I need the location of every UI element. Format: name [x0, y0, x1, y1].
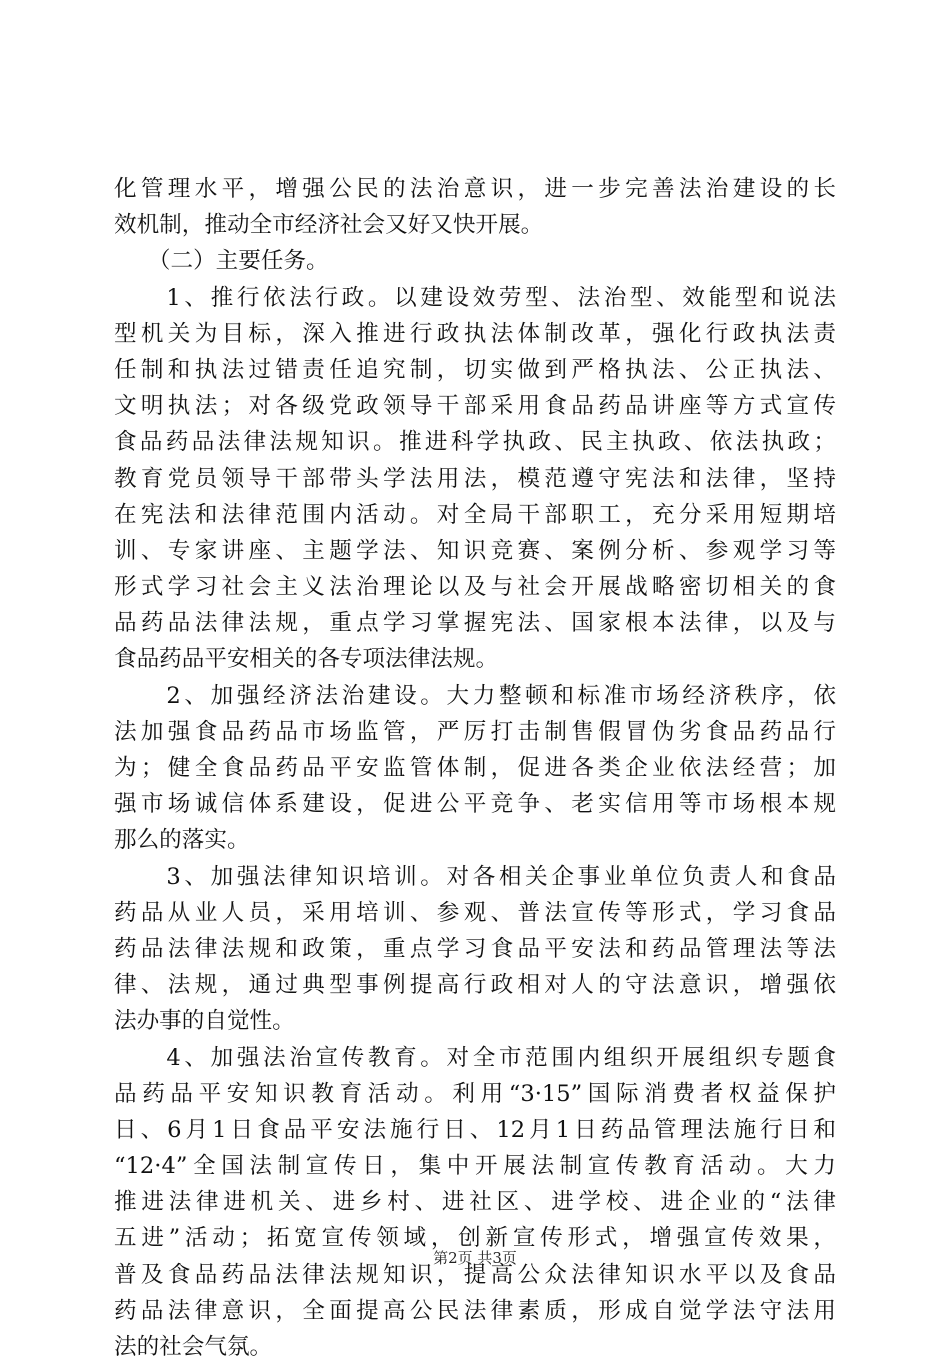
text-line: 型机关为目标，深入推进行政执法体制改革，强化行政执法责 [114, 320, 836, 347]
text-line: 3、加强法律知识培训。对各相关企事业单位负责人和食品 [114, 863, 836, 890]
text-line: 推进法律进机关、进乡村、进社区、进学校、进企业的“法律 [114, 1189, 836, 1216]
text-line: 2、加强经济法治建设。大力整顿和标准市场经济秩序，依 [114, 682, 836, 709]
text-line: 化管理水平，增强公民的法治意识，进一步完善法治建设的长 [114, 176, 836, 202]
text-line: 效机制，推动全市经济社会又好又快开展。 [114, 212, 544, 239]
text-line: 法的社会气氛。 [114, 1334, 273, 1360]
text-line: 食品药品法律法规知识。推进科学执政、民主执政、依法执政； [114, 429, 836, 456]
text-line: 药品法律法规和政策，重点学习食品平安法和药品管理法等法 [114, 935, 836, 962]
text-line: 品药品平安知识教育活动。利用“3·15”国际消费者权益保护 [114, 1080, 836, 1107]
text-line: 强市场诚信体系建设，促进公平竞争、老实信用等市场根本规 [114, 791, 836, 818]
text-line: 为；健全食品药品平安监管体制，促进各类企业依法经营；加 [114, 755, 836, 781]
text-line: 任制和执法过错责任追究制，切实做到严格执法、公正执法、 [114, 356, 836, 383]
text-line: 律、法规，通过典型事例提高行政相对人的守法意识，增强依 [114, 972, 836, 999]
text-line: “12·4”全国法制宣传日，集中开展法制宣传教育活动。大力 [114, 1153, 836, 1180]
text-line: （二）主要任务。 [114, 248, 329, 275]
text-line: 普及食品药品法律法规知识，提高公众法律知识水平以及食品 [114, 1261, 836, 1288]
text-line: 文明执法；对各级党政领导干部采用食品药品讲座等方式宣传 [114, 393, 836, 420]
text-line: 食品药品平安相关的各专项法律法规。 [114, 646, 499, 673]
text-line: 品药品法律法规，重点学习掌握宪法、国家根本法律，以及与 [114, 610, 836, 637]
text-line: 药品从业人员，采用培训、参观、普法宣传等形式，学习食品 [114, 899, 836, 926]
text-line: 形式学习社会主义法治理论以及与社会开展战略密切相关的食 [114, 574, 836, 601]
text-line: 4、加强法治宣传教育。对全市范围内组织开展组织专题食 [114, 1044, 836, 1071]
text-line: 训、专家讲座、主题学法、知识竞赛、案例分析、参观学习等 [114, 537, 836, 564]
text-line: 药品法律意识，全面提高公民法律素质，形成自觉学法守法用 [114, 1297, 836, 1324]
text-line: 教育党员领导干部带头学法用法，模范遵守宪法和法律，坚持 [114, 465, 836, 492]
text-line: 法加强食品药品市场监管，严厉打击制售假冒伪劣食品药品行 [114, 718, 836, 745]
text-line: 法办事的自觉性。 [114, 1008, 295, 1035]
page-footer: 第2页 共3页 [433, 1249, 517, 1267]
document-body [114, 171, 836, 1365]
text-line: 五进”活动；拓宽宣传领域，创新宣传形式，增强宣传效果， [114, 1225, 836, 1252]
text-line: 日、6月1日食品平安法施行日、12月1日药品管理法施行日和 [114, 1116, 836, 1143]
text-line: 在宪法和法律范围内活动。对全局干部职工，充分采用短期培 [114, 501, 836, 528]
text-line: 1、推行依法行政。以建设效劳型、法治型、效能型和说法 [114, 284, 836, 311]
text-line: 那么的落实。 [114, 827, 250, 854]
